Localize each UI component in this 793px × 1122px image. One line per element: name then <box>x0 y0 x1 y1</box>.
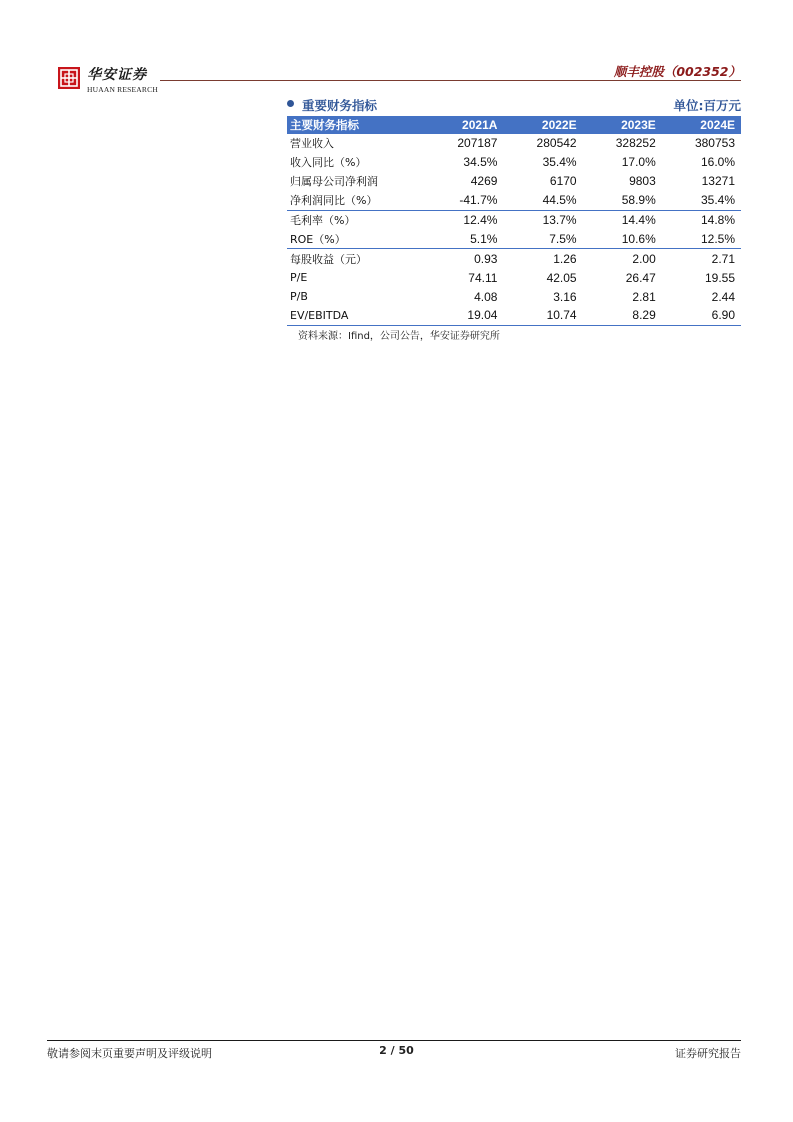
header-divider <box>160 80 741 81</box>
table-row <box>287 210 741 229</box>
table-cell: 10.74 <box>503 306 582 325</box>
table-cell: 1.26 <box>503 249 582 268</box>
table-row <box>287 287 741 306</box>
row-label: 净利润同比（%） <box>290 194 378 208</box>
table-cell: 207187 <box>457 136 498 151</box>
row-label: P/E <box>290 271 308 285</box>
table-row <box>287 268 741 287</box>
table-cell: 2.44 <box>711 289 735 304</box>
row-label: P/B <box>290 290 308 304</box>
row-label: 收入同比（%） <box>290 156 367 170</box>
table-cell: 2.81 <box>632 289 656 304</box>
table-cell: 19.55 <box>704 270 735 285</box>
table-row <box>287 249 741 268</box>
bullet-icon <box>287 100 294 107</box>
unit-label: 单位:百万元 <box>673 98 741 113</box>
table-cell: 42.05 <box>546 270 577 285</box>
footer-divider <box>47 1040 741 1041</box>
table-cell: 6.90 <box>662 306 741 325</box>
table-cell: 13.7% <box>503 210 582 229</box>
table-row <box>287 134 741 153</box>
page-number: 2 / 50 <box>379 1044 414 1057</box>
footer-report-type: 证券研究报告 <box>675 1047 741 1060</box>
row-label: EV/EBITDA <box>287 306 424 325</box>
table-cell: 5.1% <box>470 231 498 246</box>
table-cell: 0.93 <box>424 249 503 268</box>
table-cell: 2.00 <box>583 249 662 268</box>
column-header: 2023E <box>583 116 662 134</box>
table-cell: 19.04 <box>424 306 503 325</box>
table-cell: 380753 <box>694 136 735 151</box>
table-cell: -41.7% <box>459 193 498 208</box>
column-header: 2021A <box>424 116 503 134</box>
table-cell: 12.4% <box>424 210 503 229</box>
column-header: 2022E <box>503 116 582 134</box>
column-header: 2024E <box>662 116 741 134</box>
table-cell: 14.8% <box>662 210 741 229</box>
table-cell: 6170 <box>549 174 577 189</box>
table-cell: 4269 <box>470 174 498 189</box>
financial-table <box>287 116 741 326</box>
table-row <box>287 172 741 191</box>
section-title: 重要财务指标 <box>302 98 378 113</box>
table-cell: 10.6% <box>621 231 656 246</box>
table-row <box>287 229 741 248</box>
table-cell: 280542 <box>536 136 577 151</box>
row-label: 营业收入 <box>290 137 334 151</box>
logo-mark-icon <box>58 67 80 89</box>
table-cell: 13271 <box>701 174 735 189</box>
table-cell: 16.0% <box>700 155 735 170</box>
table-cell: 328252 <box>615 136 656 151</box>
table-cell: 4.08 <box>474 289 498 304</box>
table-row <box>287 153 741 172</box>
table-cell: 26.47 <box>625 270 656 285</box>
table-cell: 17.0% <box>621 155 656 170</box>
table-cell: 9803 <box>629 174 656 189</box>
table-cell: 35.4% <box>542 155 577 170</box>
row-label: 每股收益（元） <box>287 249 424 268</box>
table-header-row <box>287 116 741 134</box>
table-cell: 12.5% <box>700 231 735 246</box>
table-cell: 44.5% <box>542 193 577 208</box>
row-label: ROE（%） <box>290 232 346 246</box>
row-label: 归属母公司净利润 <box>290 175 378 189</box>
column-header: 主要财务指标 <box>287 116 424 134</box>
table-row <box>287 306 741 325</box>
source-note: 资料来源：Ifind，公司公告，华安证券研究所 <box>298 331 500 342</box>
table-cell: 14.4% <box>583 210 662 229</box>
section-header <box>287 96 741 114</box>
report-title: 顺丰控股（002352） <box>613 64 741 79</box>
table-cell: 3.16 <box>553 289 577 304</box>
table-cell: 35.4% <box>700 193 735 208</box>
table-cell: 58.9% <box>621 193 656 208</box>
table-cell: 34.5% <box>463 155 498 170</box>
footer-disclaimer: 敬请参阅末页重要声明及评级说明 <box>47 1047 212 1060</box>
table-cell: 2.71 <box>662 249 741 268</box>
table-row <box>287 191 741 210</box>
table-cell: 7.5% <box>549 231 577 246</box>
logo-text: 华安证券 <box>87 67 147 83</box>
table-cell: 8.29 <box>583 306 662 325</box>
logo-subtitle: HUAAN RESEARCH <box>87 85 158 94</box>
row-label: 毛利率（%） <box>287 210 424 229</box>
table-cell: 74.11 <box>468 270 498 285</box>
